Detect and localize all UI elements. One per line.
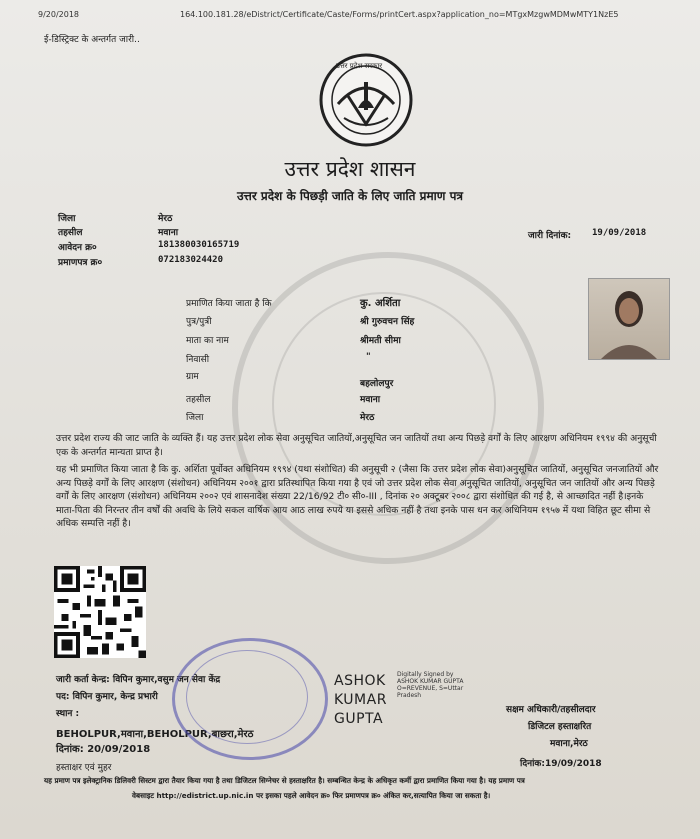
district-label: जिला	[58, 214, 76, 224]
issuer-post: पद: विपिन कुमार, केन्द्र प्रभारी	[56, 692, 158, 702]
page-title: उत्तर प्रदेश शासन	[284, 157, 416, 181]
certificate-label: प्रमाणपत्र क्र०	[58, 258, 103, 268]
detail-district-label: जिला	[186, 413, 204, 423]
tehsil-label: तहसील	[58, 228, 83, 238]
emblem-text: उत्तर प्रदेश सरकार	[336, 62, 383, 70]
issuer-date: दिनांक: 20/09/2018	[56, 744, 151, 755]
applicant-name: कु. अर्शिता	[360, 298, 401, 309]
mother-label: माता का नाम	[186, 336, 229, 346]
dsig-detail3: O=REVENUE, S=Uttar	[397, 685, 464, 692]
application-number: 181380030165719	[158, 240, 240, 250]
qr-code-icon	[54, 566, 146, 658]
village-value: बहलोलपुर	[360, 379, 394, 389]
authority-title: सक्षम अधिकारी/तहसीलदार	[506, 705, 596, 715]
parent-name: श्री गुरुवचन सिंह	[360, 317, 415, 327]
dsig-detail2: ASHOK KUMAR GUPTA	[397, 678, 464, 685]
page-subtitle: उत्तर प्रदेश के पिछड़ी जाति के लिए जाति प्रमाण पत्र	[236, 189, 464, 203]
issuer-place-label: स्थान :	[56, 709, 80, 719]
dsig-name-line1: ASHOK	[334, 673, 386, 689]
footer-line1: यह प्रमाण पत्र इलेक्ट्रानिक डिलिवरी सिस्टम द्वारा तैयार किया गया है तथा डिजिटल सिग्नेचर से हस्ताक्षरित है। सम्बन्धित केन्द्र के अधिकृत कर्मी द्वारा प्रमाणित किया गया है। यह प्रमाण पत्र	[44, 776, 525, 785]
authority-date: दिनांक:19/09/2018	[520, 759, 602, 769]
parent-label: पुत्र/पुत्री	[186, 317, 212, 327]
issuer-stamp-inner	[186, 650, 308, 744]
issue-date-label: जारी दिनांक:	[528, 231, 572, 241]
print-date: 9/20/2018	[38, 10, 80, 19]
authority-sign: डिजिटल हस्ताक्षरित	[528, 722, 592, 732]
application-label: आवेदन क्र०	[58, 243, 97, 253]
applicant-photo	[588, 278, 670, 360]
tehsil-value: मवाना	[158, 228, 179, 238]
resident-value: "	[366, 352, 371, 362]
detail-district-value: मेरठ	[360, 413, 375, 423]
dsig-detail1: Digitally Signed by	[397, 671, 454, 678]
certified-label: प्रमाणित किया जाता है कि	[186, 299, 272, 309]
issuer-center: जारी कर्ता केन्द्र: विपिन कुमार,वसुम जन सेवा केंद्र	[56, 675, 221, 685]
dsig-name-line2: KUMAR	[334, 692, 387, 708]
print-url: 164.100.181.28/eDistrict/Certificate/Caste/Forms/printCert.aspx?application_no=MTgxMzgwMDMwMTY1NzE5	[180, 10, 619, 19]
resident-label: निवासी	[186, 355, 210, 365]
dsig-detail4: Pradesh	[397, 692, 422, 699]
village-label: ग्राम	[186, 372, 199, 382]
sign-seal-label: हस्ताक्षर एवं मुहर	[56, 763, 112, 773]
mother-name: श्रीमती सीमा	[360, 336, 401, 346]
detail-tehsil-value: मवाना	[360, 395, 381, 405]
detail-tehsil-label: तहसील	[186, 395, 211, 405]
issue-date-value: 19/09/2018	[592, 228, 647, 238]
certificate-number: 072183024420	[158, 255, 224, 265]
caste-paragraph: उत्तर प्रदेश राज्य की जाट जाति के व्यक्ति हैं। यह उत्तर प्रदेश लोक सेवा अनुसूचित जातियों,अनुसूचित जन जातियों तथा अन्य पिछड़े वर्गों के लिए आरक्षण अधिनियम १९९४ की अनुसूची एक के अन्तर्गत मान्यता प्राप्त है।	[56, 433, 657, 458]
issuer-place: BEHOLPUR,मवाना,BEHOLPUR,बाछरा,मेरठ	[56, 729, 254, 740]
dsig-name-line3: GUPTA	[334, 711, 384, 727]
district-value: मेरठ	[158, 214, 173, 224]
issued-note: ई-डिस्ट्रिक्ट के अन्तर्गत जारी..	[44, 35, 140, 45]
authority-place: मवाना,मेरठ	[550, 739, 588, 749]
footer-line2: वेबसाइट http://edistrict.up.nic.in पर इसका पहले आवेदन क्र० फिर प्रमाणपत्र क्र० अंकित कर,सत्यापित किया जा सकता है।	[132, 791, 491, 800]
income-paragraph: यह भी प्रमाणित किया जाता है कि कु. अर्शिता पूर्वोक्त अधिनियम १९९४ (यथा संशोधित) की अनुसूची २ (जैसा कि उत्तर प्रदेश लोक सेवा)अनुसूचित जातियों, अनुसूचित जनजातियों और अन्य पिछड़े वर्गों के लिए आरक्षण (संशोधन) अधिनियम २००१ द्वारा प्रतिस्थापित किया गया है एवं जो उत्तर प्रदेश लोक सेवा अनुसूचित जातियों, अनुसूचित जन जातियों और अन्य पिछड़े वर्गों के लिए आरक्षण (संशोधन) अधिनियम २००२ एवं शासनादेश संख्या 22/16/92 टी० सी०-III , दिनांक २० अक्टूबर २००८ द्वारा संशोधित की गई है, से आच्छादित नहीं है।इनके माता-पिता की निरन्तर तीन वर्षों की अवधि के लिये सकल वार्षिक आय आठ लाख रुपये या इससे अधिक नहीं है तथा इनके पास धन कर अधिनियम १९५७ में यथा विहित छूट सीमा से अधिक सम्पत्ति नहीं है।	[56, 464, 659, 530]
